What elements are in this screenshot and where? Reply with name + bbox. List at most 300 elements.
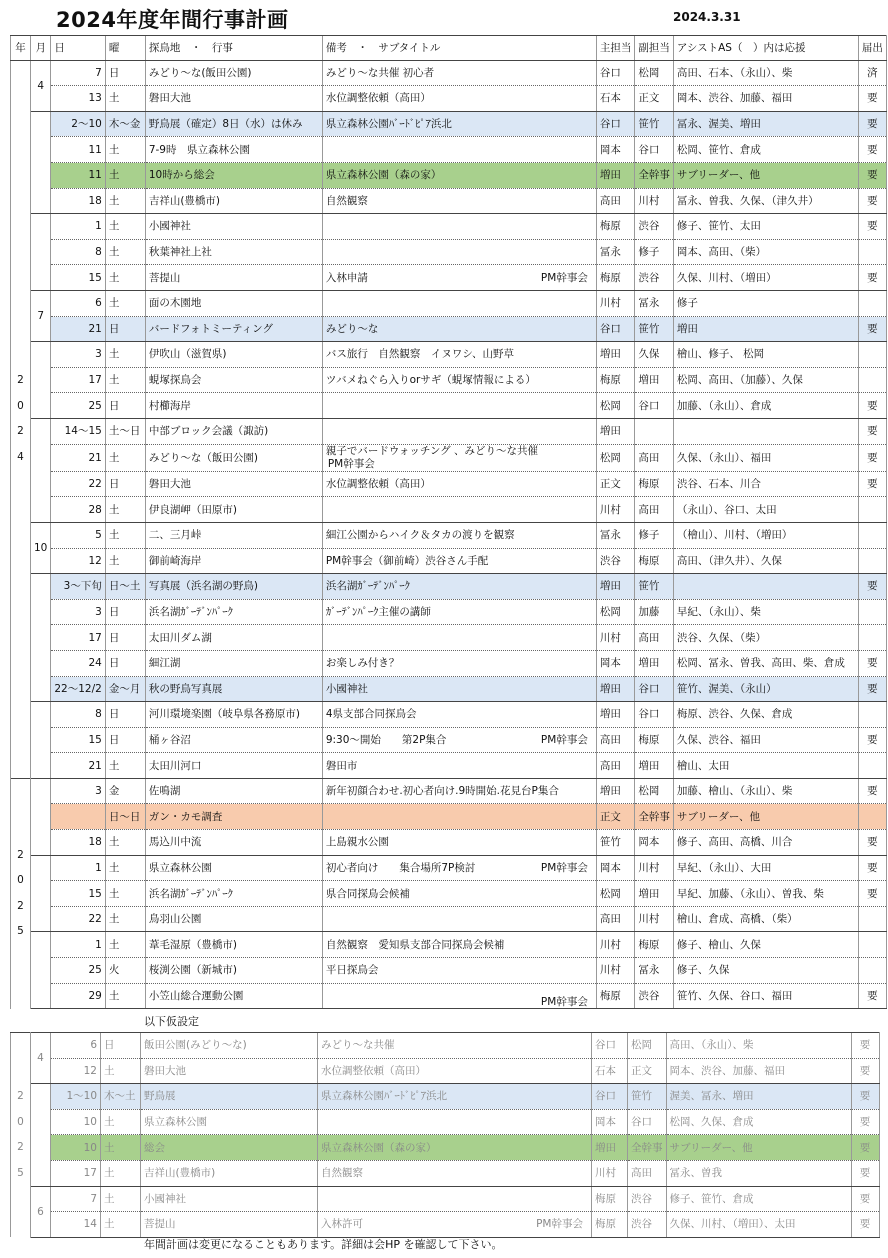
main-lead-cell: 谷口 xyxy=(596,60,635,86)
main-lead-cell: 谷口 xyxy=(596,316,635,342)
year-digit: 2 xyxy=(17,899,24,912)
day-cell: 29 xyxy=(51,983,105,1009)
assist-cell: 加藤、檜山、（永山）、柴 xyxy=(673,778,858,804)
day-cell: 8 xyxy=(51,239,105,265)
month-cell xyxy=(31,932,51,1009)
tentative-label: 以下仮設定 xyxy=(144,1015,199,1028)
submit-cell: 要 xyxy=(858,830,886,856)
main-lead-cell: 岡本 xyxy=(596,855,635,881)
schedule-row xyxy=(11,650,887,676)
schedule-row xyxy=(11,1186,880,1212)
submit-cell xyxy=(858,804,886,830)
main-lead-cell: 石本 xyxy=(592,1058,628,1084)
weekday-cell: 土 xyxy=(105,444,145,471)
main-lead-cell: 増田 xyxy=(596,676,635,702)
day-cell: 17 xyxy=(51,1160,101,1186)
remarks-cell xyxy=(318,1033,592,1059)
schedule-row xyxy=(11,625,887,651)
weekday-cell: 金 xyxy=(105,778,145,804)
submit-cell: 要 xyxy=(858,855,886,881)
sub-lead-cell: 渋谷 xyxy=(635,214,674,240)
remarks-text: みどり～な xyxy=(325,322,379,335)
year-digit: 5 xyxy=(17,925,24,938)
weekday-cell: 土 xyxy=(105,855,145,881)
day-cell: 6 xyxy=(51,1033,101,1059)
weekday-cell: 土 xyxy=(105,367,145,393)
day-cell: 1 xyxy=(51,855,105,881)
weekday-cell: 金～月 xyxy=(105,676,145,702)
day-cell: 11 xyxy=(51,137,105,163)
day-cell: 25 xyxy=(51,393,105,419)
day-cell: 25 xyxy=(51,958,105,984)
schedule-row xyxy=(11,1160,880,1186)
remarks-cell xyxy=(322,548,596,574)
sub-lead-cell: 加藤 xyxy=(635,599,674,625)
day-cell: 7 xyxy=(51,1186,101,1212)
assist-cell: 岡本、高田、（柴） xyxy=(673,239,858,265)
main-lead-cell: 高田 xyxy=(596,906,635,932)
submit-cell: 要 xyxy=(858,881,886,907)
col-header-main: 主担当 xyxy=(596,36,635,61)
place-cell: 面の木園地 xyxy=(145,290,322,316)
sub-lead-cell: 増田 xyxy=(635,881,674,907)
remarks-text: お楽しみ付き？ xyxy=(325,657,400,670)
sub-lead-cell: 松岡 xyxy=(635,60,674,86)
main-lead-cell: 川村 xyxy=(596,932,635,958)
col-header-year: 年 xyxy=(11,36,31,61)
main-lead-cell: 松岡 xyxy=(596,393,635,419)
main-lead-cell: 松岡 xyxy=(596,881,635,907)
assist-cell: 檜山、倉成、高橋、（柴） xyxy=(673,906,858,932)
remarks-text: 県合同探鳥会候補 xyxy=(325,887,410,900)
remarks-cell xyxy=(322,676,596,702)
day-cell: 10 xyxy=(51,1135,101,1161)
schedule-table xyxy=(10,35,887,1009)
remarks-cell xyxy=(322,906,596,932)
assist-cell: 檜山、修子、 松岡 xyxy=(673,342,858,368)
remarks-text: 初心者向け 集合場所7P検討 xyxy=(325,861,476,874)
assist-cell: 高田、石本、（永山）、柴 xyxy=(673,60,858,86)
month-cell xyxy=(31,702,51,779)
weekday-cell: 土 xyxy=(105,983,145,1009)
year-digit: 0 xyxy=(17,1115,24,1128)
weekday-cell: 土 xyxy=(105,86,145,112)
remarks-text: PM幹事会（御前崎）渋谷さん手配 xyxy=(325,554,489,567)
year-digit: 2 xyxy=(17,1089,24,1102)
place-cell: みどり～な（飯田公園) xyxy=(145,444,322,471)
col-header-place: 探鳥地 ・ 行事 xyxy=(145,36,322,61)
remarks-text: 入林許可 xyxy=(321,1218,363,1231)
col-header-day: 日 xyxy=(51,36,105,61)
place-cell: 小笠山総合運動公園 xyxy=(145,983,322,1009)
schedule-row xyxy=(11,702,887,728)
schedule-row xyxy=(11,418,887,444)
year-digit: 2 xyxy=(17,425,24,438)
remarks-text: 磐田市 xyxy=(325,759,358,772)
day-cell: 15 xyxy=(51,727,105,753)
main-lead-cell: 正文 xyxy=(596,471,635,497)
submit-cell: 要 xyxy=(858,778,886,804)
main-lead-cell: 増田 xyxy=(596,574,635,600)
remarks-cell xyxy=(322,881,596,907)
schedule-row xyxy=(11,497,887,523)
submit-cell: 要 xyxy=(851,1109,879,1135)
weekday-cell: 土 xyxy=(105,342,145,368)
col-header-dow: 曜 xyxy=(105,36,145,61)
remarks-cell xyxy=(322,727,596,753)
remarks-text: 県立森林公園（森の家） xyxy=(321,1141,437,1154)
header-row xyxy=(11,36,887,61)
schedule-row xyxy=(11,881,887,907)
submit-cell: 要 xyxy=(858,111,886,137)
month-cell xyxy=(31,418,51,522)
remarks-cell xyxy=(322,418,596,444)
main-lead-cell: 岡本 xyxy=(596,137,635,163)
day-cell xyxy=(51,804,105,830)
weekday-cell: 土 xyxy=(105,753,145,779)
submit-cell xyxy=(858,599,886,625)
weekday-cell: 日 xyxy=(101,1033,141,1059)
place-cell: 磐田大池 xyxy=(145,471,322,497)
main-lead-cell: 冨永 xyxy=(596,522,635,548)
assist-cell: 久保、川村、（増田）、太田 xyxy=(666,1212,851,1238)
submit-cell: 要 xyxy=(858,316,886,342)
weekday-cell: 日～日 xyxy=(105,804,145,830)
weekday-cell: 日 xyxy=(105,625,145,651)
place-cell: 桶ヶ谷沼 xyxy=(145,727,322,753)
weekday-cell: 土 xyxy=(101,1058,141,1084)
year-column xyxy=(11,778,31,1008)
schedule-row xyxy=(11,727,887,753)
remarks-cell xyxy=(322,574,596,600)
submit-cell xyxy=(858,239,886,265)
sub-lead-cell: 増田 xyxy=(635,650,674,676)
assist-cell: 冨永、曽我、久保、（津久井） xyxy=(673,188,858,214)
place-cell: 伊吹山（滋賀県) xyxy=(145,342,322,368)
remarks-meeting: PM幹事会 xyxy=(540,733,588,746)
weekday-cell: 日 xyxy=(105,316,145,342)
submit-cell: 要 xyxy=(858,983,886,1009)
remarks-text: バス旅行 自然観察 イヌワシ、山野草 xyxy=(325,348,514,361)
day-cell: 6 xyxy=(51,290,105,316)
assist-cell: 早紀、（永山）、大田 xyxy=(673,855,858,881)
weekday-cell: 日～土 xyxy=(105,574,145,600)
submit-cell: 要 xyxy=(851,1212,879,1238)
assist-cell: 笹竹、渥美、（永山） xyxy=(673,676,858,702)
year-digit: 2 xyxy=(17,848,24,861)
weekday-cell: 土 xyxy=(101,1160,141,1186)
submit-cell: 要 xyxy=(858,214,886,240)
sub-lead-cell: 修子 xyxy=(635,522,674,548)
weekday-cell: 土 xyxy=(105,188,145,214)
remarks-cell xyxy=(322,265,596,291)
place-cell: 10時から総会 xyxy=(145,162,322,188)
schedule-row xyxy=(11,1212,880,1238)
sub-lead-cell: 渋谷 xyxy=(628,1186,667,1212)
sub-lead-cell: 冨永 xyxy=(635,290,674,316)
assist-cell: 松岡、冨永、曽我、高田、柴、倉成 xyxy=(673,650,858,676)
assist-cell: 梅原、渋谷、久保、倉成 xyxy=(673,702,858,728)
schedule-row xyxy=(11,906,887,932)
day-cell: 22 xyxy=(51,471,105,497)
remarks-text: みどり～な共催 xyxy=(321,1039,395,1052)
assist-cell: サブリーダー、他 xyxy=(666,1135,851,1161)
sub-lead-cell: 川村 xyxy=(635,188,674,214)
remarks-text: 県立森林公園ﾊﾞｰﾄﾞﾋﾟｱ浜北 xyxy=(325,118,452,131)
remarks-cell xyxy=(322,316,596,342)
remarks-text: 水位調整依頼（高田） xyxy=(325,92,431,105)
sub-lead-cell: 笹竹 xyxy=(635,111,674,137)
weekday-cell: 日 xyxy=(105,471,145,497)
sub-lead-cell: 高田 xyxy=(628,1160,667,1186)
place-cell: 小國神社 xyxy=(145,214,322,240)
place-cell: 7-9時 県立森林公園 xyxy=(145,137,322,163)
sub-lead-cell: 谷口 xyxy=(635,676,674,702)
day-cell: 11 xyxy=(51,162,105,188)
place-cell: 馬込川中流 xyxy=(145,830,322,856)
remarks-cell xyxy=(322,86,596,112)
assist-cell: 早紀、加藤、（永山）、曽我、柴 xyxy=(673,881,858,907)
remarks-meeting: PM幹事会 xyxy=(540,995,588,1008)
place-cell: 御前崎海岸 xyxy=(145,548,322,574)
main-lead-cell: 谷口 xyxy=(592,1084,628,1110)
day-cell: 3～下旬 xyxy=(51,574,105,600)
remarks-cell xyxy=(322,290,596,316)
submit-cell: 要 xyxy=(858,188,886,214)
weekday-cell: 木～土 xyxy=(101,1084,141,1110)
schedule-row xyxy=(11,1058,880,1084)
schedule-row xyxy=(11,778,887,804)
remarks-cell xyxy=(322,804,596,830)
remarks-cell xyxy=(322,393,596,419)
remarks-cell xyxy=(318,1058,592,1084)
remarks-text: 4県支部合同探鳥会 xyxy=(325,708,417,721)
sub-lead-cell: 笹竹 xyxy=(628,1084,667,1110)
schedule-row xyxy=(11,983,887,1009)
submit-cell: 要 xyxy=(858,162,886,188)
day-cell: 17 xyxy=(51,367,105,393)
main-lead-cell: 増田 xyxy=(596,778,635,804)
main-lead-cell: 岡本 xyxy=(592,1109,628,1135)
weekday-cell: 土 xyxy=(105,239,145,265)
remarks-text: 親子でバードウォッチング 、みどり～な共催 xyxy=(325,444,539,457)
main-lead-cell: 増田 xyxy=(596,418,635,444)
day-cell: 7 xyxy=(51,60,105,86)
sub-lead-cell: 川村 xyxy=(635,855,674,881)
submit-cell xyxy=(858,702,886,728)
place-cell: 県立森林公園 xyxy=(141,1109,318,1135)
schedule-row xyxy=(11,290,887,316)
place-cell: ガン・カモ調査 xyxy=(145,804,322,830)
month-cell xyxy=(31,574,51,702)
footer-note: 年間計画は変更になることもあります。詳細は会HP を確認して下さい。 xyxy=(144,1238,503,1251)
page-header xyxy=(0,0,888,36)
remarks-text: ｶﾞｰﾃﾞﾝﾊﾟｰｸ主催の講師 xyxy=(325,605,431,618)
place-cell: 中部ブロック会議（諏訪) xyxy=(145,418,322,444)
weekday-cell: 土 xyxy=(101,1212,141,1238)
remarks-text: 自然観察 xyxy=(325,194,368,207)
day-cell: 15 xyxy=(51,881,105,907)
place-cell: 菩提山 xyxy=(141,1212,318,1238)
weekday-cell: 木～金 xyxy=(105,111,145,137)
place-cell: みどり～な(飯田公園) xyxy=(145,60,322,86)
submit-cell xyxy=(858,367,886,393)
day-cell: 14～15 xyxy=(51,418,105,444)
remarks-cell xyxy=(322,855,596,881)
sub-lead-cell: 渋谷 xyxy=(635,265,674,291)
main-lead-cell: 渋谷 xyxy=(596,548,635,574)
tentative-schedule-table xyxy=(10,1032,880,1238)
remarks-cell xyxy=(322,753,596,779)
submit-cell: 済 xyxy=(858,60,886,86)
assist-cell: 修子、檜山、久保 xyxy=(673,932,858,958)
assist-cell: 渋谷、久保、（柴） xyxy=(673,625,858,651)
assist-cell xyxy=(673,574,858,600)
schedule-row xyxy=(11,342,887,368)
weekday-cell: 土 xyxy=(105,290,145,316)
place-cell: 吉祥山(豊橋市) xyxy=(145,188,322,214)
assist-cell: 渥美、冨永、増田 xyxy=(666,1084,851,1110)
remarks-text: 浜名湖ｶﾞｰﾃﾞﾝﾊﾟｰｸ xyxy=(325,580,410,593)
remarks-cell xyxy=(322,342,596,368)
weekday-cell: 土 xyxy=(105,881,145,907)
place-cell: 磐田大池 xyxy=(145,86,322,112)
place-cell: 野鳥展（確定）8日（水）は休み xyxy=(145,111,322,137)
remarks-cell xyxy=(322,471,596,497)
day-cell: 21 xyxy=(51,753,105,779)
remarks-text: 細江公園からハイク＆タカの渡りを観察 xyxy=(325,529,515,542)
year-digit: 0 xyxy=(17,399,24,412)
submit-cell: 要 xyxy=(851,1033,879,1059)
sub-lead-cell: 松岡 xyxy=(635,778,674,804)
month-cell xyxy=(31,214,51,291)
col-header-month: 月 xyxy=(31,36,51,61)
remarks-cell xyxy=(322,444,596,471)
submit-cell xyxy=(858,522,886,548)
schedule-row xyxy=(11,804,887,830)
schedule-row xyxy=(11,1109,880,1135)
sub-lead-cell: 正文 xyxy=(628,1058,667,1084)
submit-cell xyxy=(858,290,886,316)
assist-cell: 松岡、久保、倉成 xyxy=(666,1109,851,1135)
day-cell: 21 xyxy=(51,316,105,342)
month-cell: 6 xyxy=(31,1186,51,1237)
submit-cell xyxy=(858,753,886,779)
submit-cell: 要 xyxy=(858,444,886,471)
main-lead-cell: 増田 xyxy=(592,1135,628,1161)
place-cell: 小國神社 xyxy=(141,1186,318,1212)
remarks-cell xyxy=(322,650,596,676)
month-cell xyxy=(31,855,51,932)
assist-cell: 笹竹、久保、谷口、福田 xyxy=(673,983,858,1009)
sub-lead-cell: 渋谷 xyxy=(635,983,674,1009)
col-header-sub: 副担当 xyxy=(635,36,674,61)
weekday-cell: 土 xyxy=(105,522,145,548)
remarks-cell xyxy=(322,497,596,523)
day-cell: 3 xyxy=(51,778,105,804)
sub-lead-cell: 久保 xyxy=(635,342,674,368)
sub-lead-cell: 渋谷 xyxy=(628,1212,667,1238)
weekday-cell: 土～日 xyxy=(105,418,145,444)
main-lead-cell: 高田 xyxy=(596,188,635,214)
main-lead-cell: 松岡 xyxy=(596,444,635,471)
assist-cell: サブリーダー、他 xyxy=(673,804,858,830)
submit-cell: 要 xyxy=(851,1135,879,1161)
day-cell: 17 xyxy=(51,625,105,651)
assist-cell: 久保、川村、（増田） xyxy=(673,265,858,291)
place-cell: 県立森林公園 xyxy=(145,855,322,881)
place-cell: 細江湖 xyxy=(145,650,322,676)
main-lead-cell: 川村 xyxy=(596,958,635,984)
place-cell: バードフォトミーティング xyxy=(145,316,322,342)
place-cell: 鳥羽山公園 xyxy=(145,906,322,932)
assist-cell: 修子、久保 xyxy=(673,958,858,984)
day-cell: 1 xyxy=(51,214,105,240)
submit-cell: 要 xyxy=(851,1058,879,1084)
remarks-cell xyxy=(322,214,596,240)
submit-cell: 要 xyxy=(851,1084,879,1110)
remarks-cell xyxy=(322,958,596,984)
assist-cell: 冨永、渥美、増田 xyxy=(673,111,858,137)
remarks-cell xyxy=(318,1109,592,1135)
submit-cell xyxy=(858,342,886,368)
main-lead-cell: 笹竹 xyxy=(596,830,635,856)
main-lead-cell: 石本 xyxy=(596,86,635,112)
place-cell: 伊良湖岬（田原市) xyxy=(145,497,322,523)
sub-lead-cell: 高田 xyxy=(635,444,674,471)
schedule-row xyxy=(11,753,887,779)
remarks-text: 自然観察 愛知県支部合同探鳥会候補 xyxy=(325,938,505,951)
place-cell: 秋葉神社上社 xyxy=(145,239,322,265)
sub-lead-cell: 谷口 xyxy=(635,702,674,728)
weekday-cell: 日 xyxy=(105,393,145,419)
remarks-cell xyxy=(322,625,596,651)
main-lead-cell: 梅原 xyxy=(596,265,635,291)
main-lead-cell: 高田 xyxy=(596,727,635,753)
schedule-row xyxy=(11,1033,880,1059)
assist-cell: 岡本、渋谷、加藤、福田 xyxy=(666,1058,851,1084)
year-digit: 2 xyxy=(17,374,24,387)
main-lead-cell: 川村 xyxy=(592,1160,628,1186)
weekday-cell: 日 xyxy=(105,599,145,625)
assist-cell: 修子、高田、高橋、川合 xyxy=(673,830,858,856)
day-cell: 5 xyxy=(51,522,105,548)
remarks-cell xyxy=(318,1084,592,1110)
main-lead-cell: 谷口 xyxy=(596,111,635,137)
remarks-cell xyxy=(322,239,596,265)
schedule-row xyxy=(11,958,887,984)
place-cell: 佐鳴湖 xyxy=(145,778,322,804)
weekday-cell: 土 xyxy=(105,906,145,932)
weekday-cell: 火 xyxy=(105,958,145,984)
remarks-text: 県立森林公園（森の家） xyxy=(325,169,442,182)
place-cell: 菩提山 xyxy=(145,265,322,291)
remarks-meeting: PM幹事会 xyxy=(540,271,588,284)
weekday-cell: 土 xyxy=(101,1135,141,1161)
day-cell: 18 xyxy=(51,830,105,856)
place-cell: 吉祥山(豊橋市) xyxy=(141,1160,318,1186)
schedule-row xyxy=(11,162,887,188)
remarks-cell xyxy=(318,1135,592,1161)
remarks-cell xyxy=(322,111,596,137)
day-cell: 1～10 xyxy=(51,1084,101,1110)
schedule-row xyxy=(11,393,887,419)
weekday-cell: 日 xyxy=(105,650,145,676)
day-cell: 12 xyxy=(51,548,105,574)
remarks-cell xyxy=(322,367,596,393)
day-cell: 3 xyxy=(51,599,105,625)
place-cell: 太田川河口 xyxy=(145,753,322,779)
